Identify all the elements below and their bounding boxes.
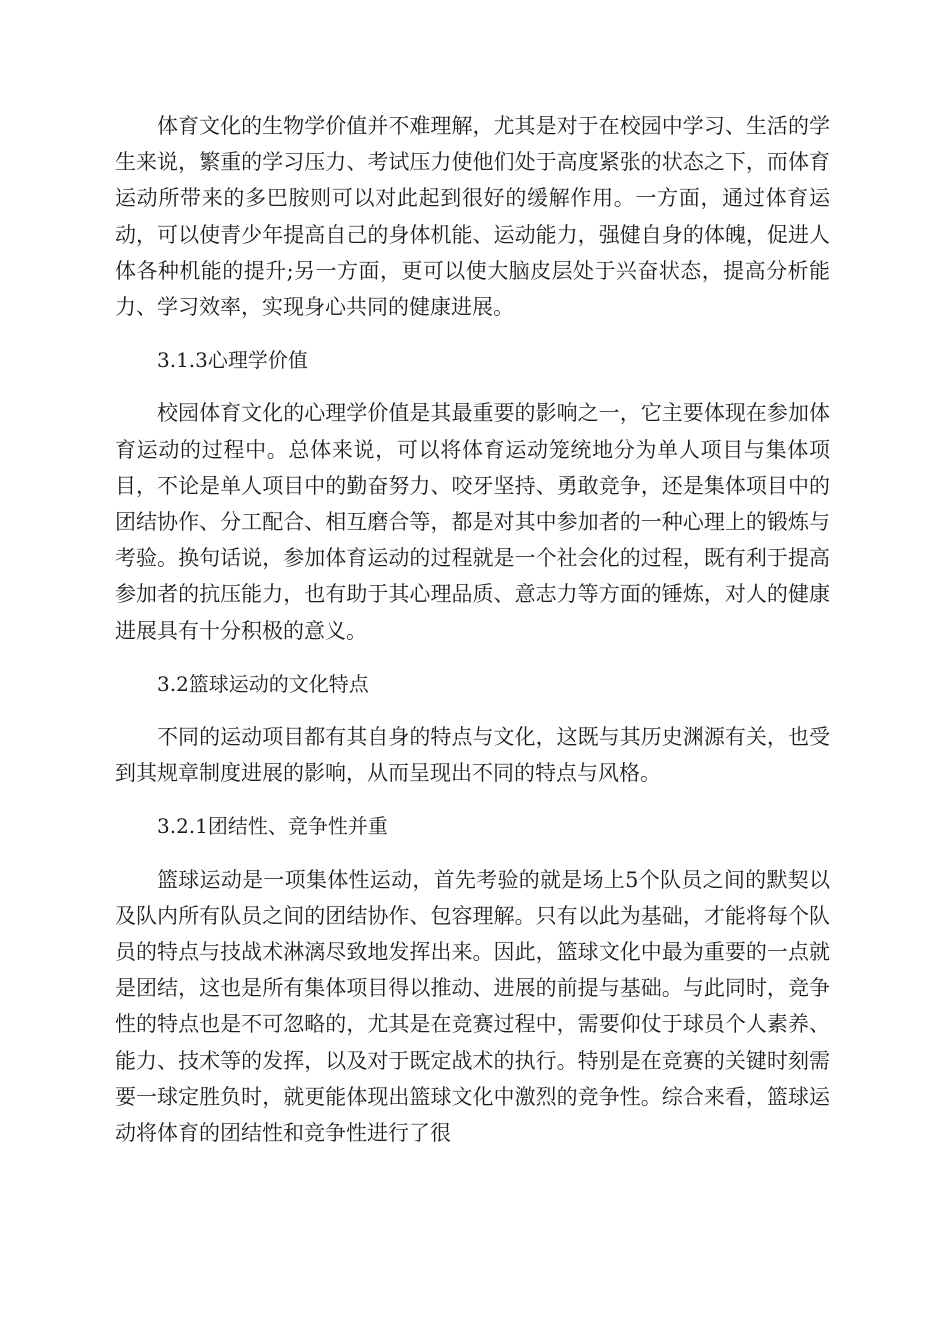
section-heading-basketball-culture: 3.2篮球运动的文化特点 bbox=[157, 671, 369, 696]
paragraph-psychological-value: 校园体育文化的心理学价值是其最重要的影响之一，它主要体现在参加体育运动的过程中。总体来说，可以将体育运动笼统地分为单人项目与集体项目，不论是单人项目中的勤奋努力、咬牙坚持、勇敢竞争，还是集体项目中的团结协作、分工配合、相互磨合等，都是对其中参加者的一种心理上的锻炼与考验。换句话说，参加体育运动的过程就是一个社会化的过程，既有利于提高参加者的抗压能力，也有助于其心理品质、意志力等方面的锤炼，对人的健康进展具有十分积极的意义。 bbox=[115, 401, 830, 643]
paragraph-basketball-culture-intro: 不同的运动项目都有其自身的特点与文化，这既与其历史渊源有关，也受到其规章制度进展的影响，从而呈现出不同的特点与风格。 bbox=[115, 725, 830, 786]
paragraph-biological-value: 体育文化的生物学价值并不难理解，尤其是对于在校园中学习、生活的学生来说，繁重的学习压力、考试压力使他们处于高度紧张的状态之下，而体育运动所带来的多巴胺则可以对此起到很好的缓解作用。一方面，通过体育运动，可以使青少年提高自己的身体机能、运动能力，强健自身的体魄，促进人体各种机能的提升;另一方面，更可以使大脑皮层处于兴奋状态，提高分析能力、学习效率，实现身心共同的健康进展。 bbox=[115, 114, 830, 320]
section-heading-unity-competition: 3.2.1团结性、竞争性并重 bbox=[157, 814, 388, 839]
section-heading-psychological-value: 3.1.3心理学价值 bbox=[157, 348, 308, 373]
paragraph-unity-competition: 篮球运动是一项集体性运动，首先考验的就是场上5个队员之间的默契以及队内所有队员之间的团结协作、包容理解。只有以此为基础，才能将每个队员的特点与技战术淋漓尽致地发挥出来。因此，篮球文化中最为重要的一点就是团结，这也是所有集体项目得以推动、进展的前提与基础。与此同时，竞争性的特点也是不可忽略的，尤其是在竞赛过程中，需要仰仗于球员个人素养、能力、技术等的发挥，以及对于既定战术的执行。特别是在竞赛的关键时刻需要一球定胜负时，就更能体现出篮球文化中激烈的竞争性。综合来看，篮球运动将体育的团结性和竞争性进行了很 bbox=[115, 867, 830, 1146]
document-body bbox=[115, 108, 830, 1168]
